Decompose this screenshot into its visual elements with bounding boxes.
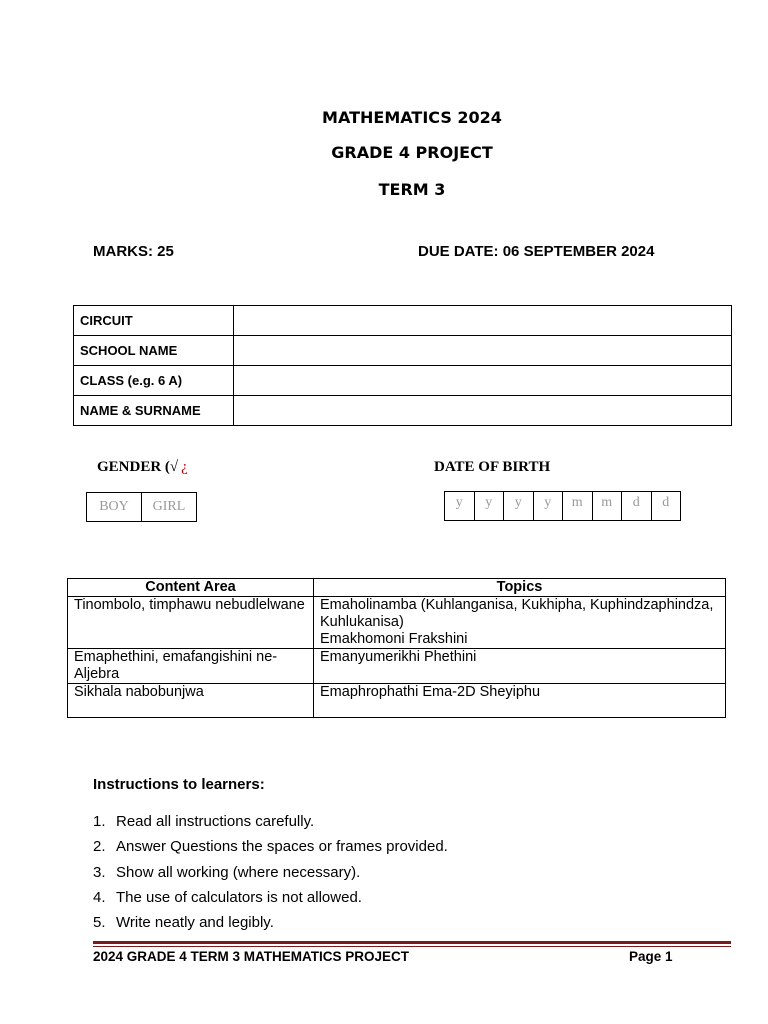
list-item-number: 5. <box>93 914 106 932</box>
due-date-label: DUE DATE: 06 SEPTEMBER 2024 <box>418 243 655 260</box>
list-item-number: 1. <box>93 813 106 830</box>
name-surname-label: NAME & SURNAME <box>74 396 234 426</box>
content-area-cell: Sikhala nabobunjwa <box>68 684 314 718</box>
info-row-school <box>74 336 732 366</box>
dob-label: DATE OF BIRTH <box>434 459 551 475</box>
content-area-cell: Tinombolo, timphawu nebudlelwane <box>68 597 314 649</box>
gender-option-girl[interactable]: GIRL <box>152 499 186 514</box>
instructions-heading: Instructions to learners: <box>93 776 265 793</box>
table-row <box>68 684 726 718</box>
table-header-row <box>68 579 726 597</box>
info-row-class <box>74 366 732 396</box>
list-item-text: Read all instructions carefully. <box>116 813 315 830</box>
school-name-field[interactable] <box>234 336 732 366</box>
list-item-number: 4. <box>93 888 106 906</box>
inverted-question-mark: ¿ <box>181 459 188 475</box>
list-item-text: Show all working (where necessary). <box>116 863 361 881</box>
topics-cell: Emanyumerikhi Phethini <box>314 649 726 684</box>
table-row <box>68 649 726 684</box>
dob-box-year[interactable]: y <box>504 492 534 520</box>
info-row-circuit <box>74 306 732 336</box>
footer-divider <box>93 941 731 944</box>
class-field[interactable] <box>234 366 732 396</box>
dob-box-year[interactable]: y <box>445 492 475 520</box>
topics-cell: Emaholinamba (Kuhlanganisa, Kukhipha, Kuphindzaphindza, Kuhlukanisa) Emakhomoni Frakshini <box>314 597 726 649</box>
name-surname-field[interactable] <box>234 396 732 426</box>
list-item <box>93 913 448 938</box>
list-item-text: The use of calculators is not allowed. <box>116 888 362 906</box>
dob-box-day[interactable]: d <box>662 495 670 510</box>
list-item-number: 2. <box>93 838 106 856</box>
content-area-header: Content Area <box>68 579 314 597</box>
gender-option-boy[interactable]: BOY <box>87 493 142 521</box>
list-item-text: Write neatly and legibly. <box>116 914 274 932</box>
content-area-cell: Emaphethini, emafangishini ne-Aljebra <box>68 649 314 684</box>
dob-boxes <box>444 491 681 521</box>
list-item-text: Answer Questions the spaces or frames provided. <box>116 838 448 856</box>
page-number: Page 1 <box>629 949 673 964</box>
document-title: MATHEMATICS 2024 <box>322 108 502 127</box>
circuit-field[interactable] <box>234 306 732 336</box>
topics-header: Topics <box>314 579 726 597</box>
gender-heading <box>97 459 188 476</box>
info-row-name <box>74 396 732 426</box>
gender-options <box>86 492 197 522</box>
dob-box-month[interactable]: m <box>563 492 593 520</box>
check-mark-icon: √ <box>169 459 179 475</box>
topics-cell: Emaphrophathi Ema-2D Sheyiphu <box>314 684 726 718</box>
class-label: CLASS (e.g. 6 A) <box>74 366 234 396</box>
content-topics-table <box>67 578 726 718</box>
footer-divider-thin <box>93 946 731 947</box>
table-row <box>68 597 726 649</box>
marks-label: MARKS: 25 <box>93 243 174 260</box>
footer-title: 2024 GRADE 4 TERM 3 MATHEMATICS PROJECT <box>93 949 410 964</box>
list-item <box>93 863 448 888</box>
document-term: TERM 3 <box>378 180 446 199</box>
dob-box-month[interactable]: m <box>593 492 623 520</box>
dob-box-year[interactable]: y <box>534 492 564 520</box>
list-item-number: 3. <box>93 863 106 881</box>
school-name-label: SCHOOL NAME <box>74 336 234 366</box>
list-item <box>93 837 448 862</box>
list-item <box>93 812 448 837</box>
document-subtitle: GRADE 4 PROJECT <box>331 143 493 162</box>
circuit-label: CIRCUIT <box>74 306 234 336</box>
gender-label: GENDER ( <box>97 459 170 475</box>
dob-box-day[interactable]: d <box>622 492 652 520</box>
instructions-list <box>93 812 448 938</box>
dob-box-year[interactable]: y <box>475 492 505 520</box>
list-item <box>93 888 448 913</box>
learner-info-table <box>73 305 732 426</box>
